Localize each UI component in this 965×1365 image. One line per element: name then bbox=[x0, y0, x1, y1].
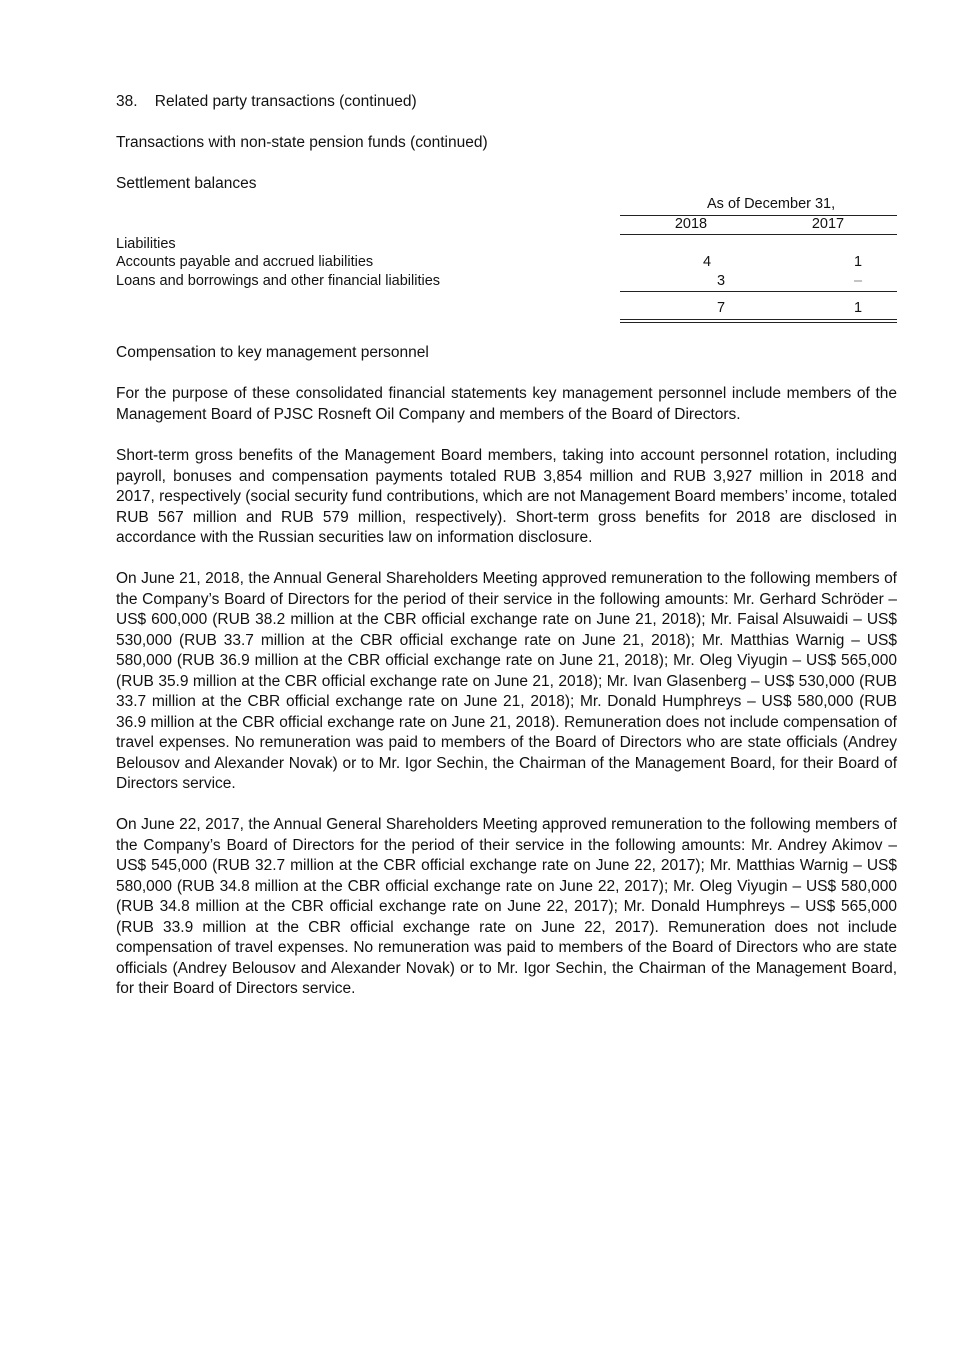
table-row-label: Accounts payable and accrued liabilities bbox=[116, 254, 374, 270]
total-value-2017: 1 bbox=[853, 300, 863, 316]
paragraph-key-personnel-definition: For the purpose of these consolidated financial statements key management personnel include members of the Management Board of PJSC Rosneft Oil Company and members of the Board of Directors. bbox=[116, 385, 897, 423]
total-double-rule-bottom bbox=[620, 322, 897, 323]
period-header: As of December 31, bbox=[707, 196, 836, 212]
table-row-value-2017: – bbox=[853, 273, 863, 289]
subsection-title: Transactions with non-state pension funds (continued) bbox=[116, 134, 488, 151]
column-header-rule bbox=[620, 234, 897, 235]
table-row-value-2018: 3 bbox=[716, 273, 726, 289]
liabilities-group-label: Liabilities bbox=[116, 236, 176, 252]
column-header-2017: 2017 bbox=[811, 216, 845, 232]
paragraph-remuneration-2017: On June 22, 2017, the Annual General Shareholders Meeting approved remuneration to the following members of the Company’s Board of Directors for the period of their service in the following amounts: Mr. Andrey Akimov – US$ 545,000 (RUB 32.7 million at the CBR official exchange rate on June 22, 2017); Mr. Matthias Warnig – US$ 580,000 (RUB 34.8 million at the CBR official exchange rate on June 22, 2017); Mr. Oleg Viyugin – US$ 580,000 (RUB 34.8 million at the CBR official exchange rate on June 22, 2017); Mr. Donald Humphreys – US$ 565,000 (RUB 33.9 million at the CBR official exchange rate on June 22, 2017). Remuneration does not include compensation of travel expenses. No remuneration was paid to members of the Board of Directors who are state officials (Andrey Belousov and Alexander Novak) or to Mr. Igor Sechin, the Chairman of the Management Board, for their Board of Directors service. bbox=[116, 816, 897, 997]
paragraph-remuneration-2018: On June 21, 2018, the Annual General Shareholders Meeting approved remuneration to the following members of the Company’s Board of Directors for the period of their service in the following amounts: Mr. Gerhard Schröder – US$ 600,000 (RUB 38.2 million at the CBR official exchange rate on June 21, 2018); Mr. Faisal Alsuwaidi – US$ 530,000 (RUB 33.7 million at the CBR official exchange rate on June 21, 2018); Mr. Matthias Warnig – US$ 580,000 (RUB 36.9 million at the CBR official exchange rate on June 21, 2018); Mr. Oleg Viyugin – US$ 565,000 (RUB 35.9 million at the CBR official exchange rate on June 21, 2018); Mr. Ivan Glasenberg – US$ 530,000 (RUB 33.7 million at the CBR official exchange rate on June 21, 2018); Mr. Donald Humphreys – US$ 580,000 (RUB 36.9 million at the CBR official exchange rate on June 21, 2018). Remuneration does not include compensation of travel expenses. No remuneration was paid to members of the Board of Directors who are state officials (Andrey Belousov and Alexander Novak) or to Mr. Igor Sechin, the Chairman of the Management Board, for their Board of Directors service. bbox=[116, 570, 897, 792]
column-header-2018: 2018 bbox=[674, 216, 708, 232]
total-value-2018: 7 bbox=[716, 300, 726, 316]
subtotal-rule bbox=[620, 291, 897, 292]
table-row-label: Loans and borrowings and other financial liabilities bbox=[116, 273, 441, 289]
table-row-value-2018: 4 bbox=[702, 254, 712, 270]
settlement-balances-title: Settlement balances bbox=[116, 175, 257, 192]
section-title: 38. Related party transactions (continued) bbox=[116, 93, 417, 110]
compensation-title: Compensation to key management personnel bbox=[116, 344, 429, 361]
total-double-rule-top bbox=[620, 319, 897, 320]
paragraph-short-term-benefits: Short-term gross benefits of the Management Board members, taking into account personnel rotation, including payroll, bonuses and compensation payments totaled RUB 3,854 million and RUB 3,927 million in 2018 and 2017, respectively (social security fund contributions, which are not Management Board members’ income, totaled RUB 567 million and RUB 579 million, respectively). Short-term gross benefits for 2018 are disclosed in accordance with the Russian securities law on information disclosure. bbox=[116, 447, 897, 546]
settlement-balances-table bbox=[116, 196, 897, 326]
table-row-value-2017: 1 bbox=[853, 254, 863, 270]
